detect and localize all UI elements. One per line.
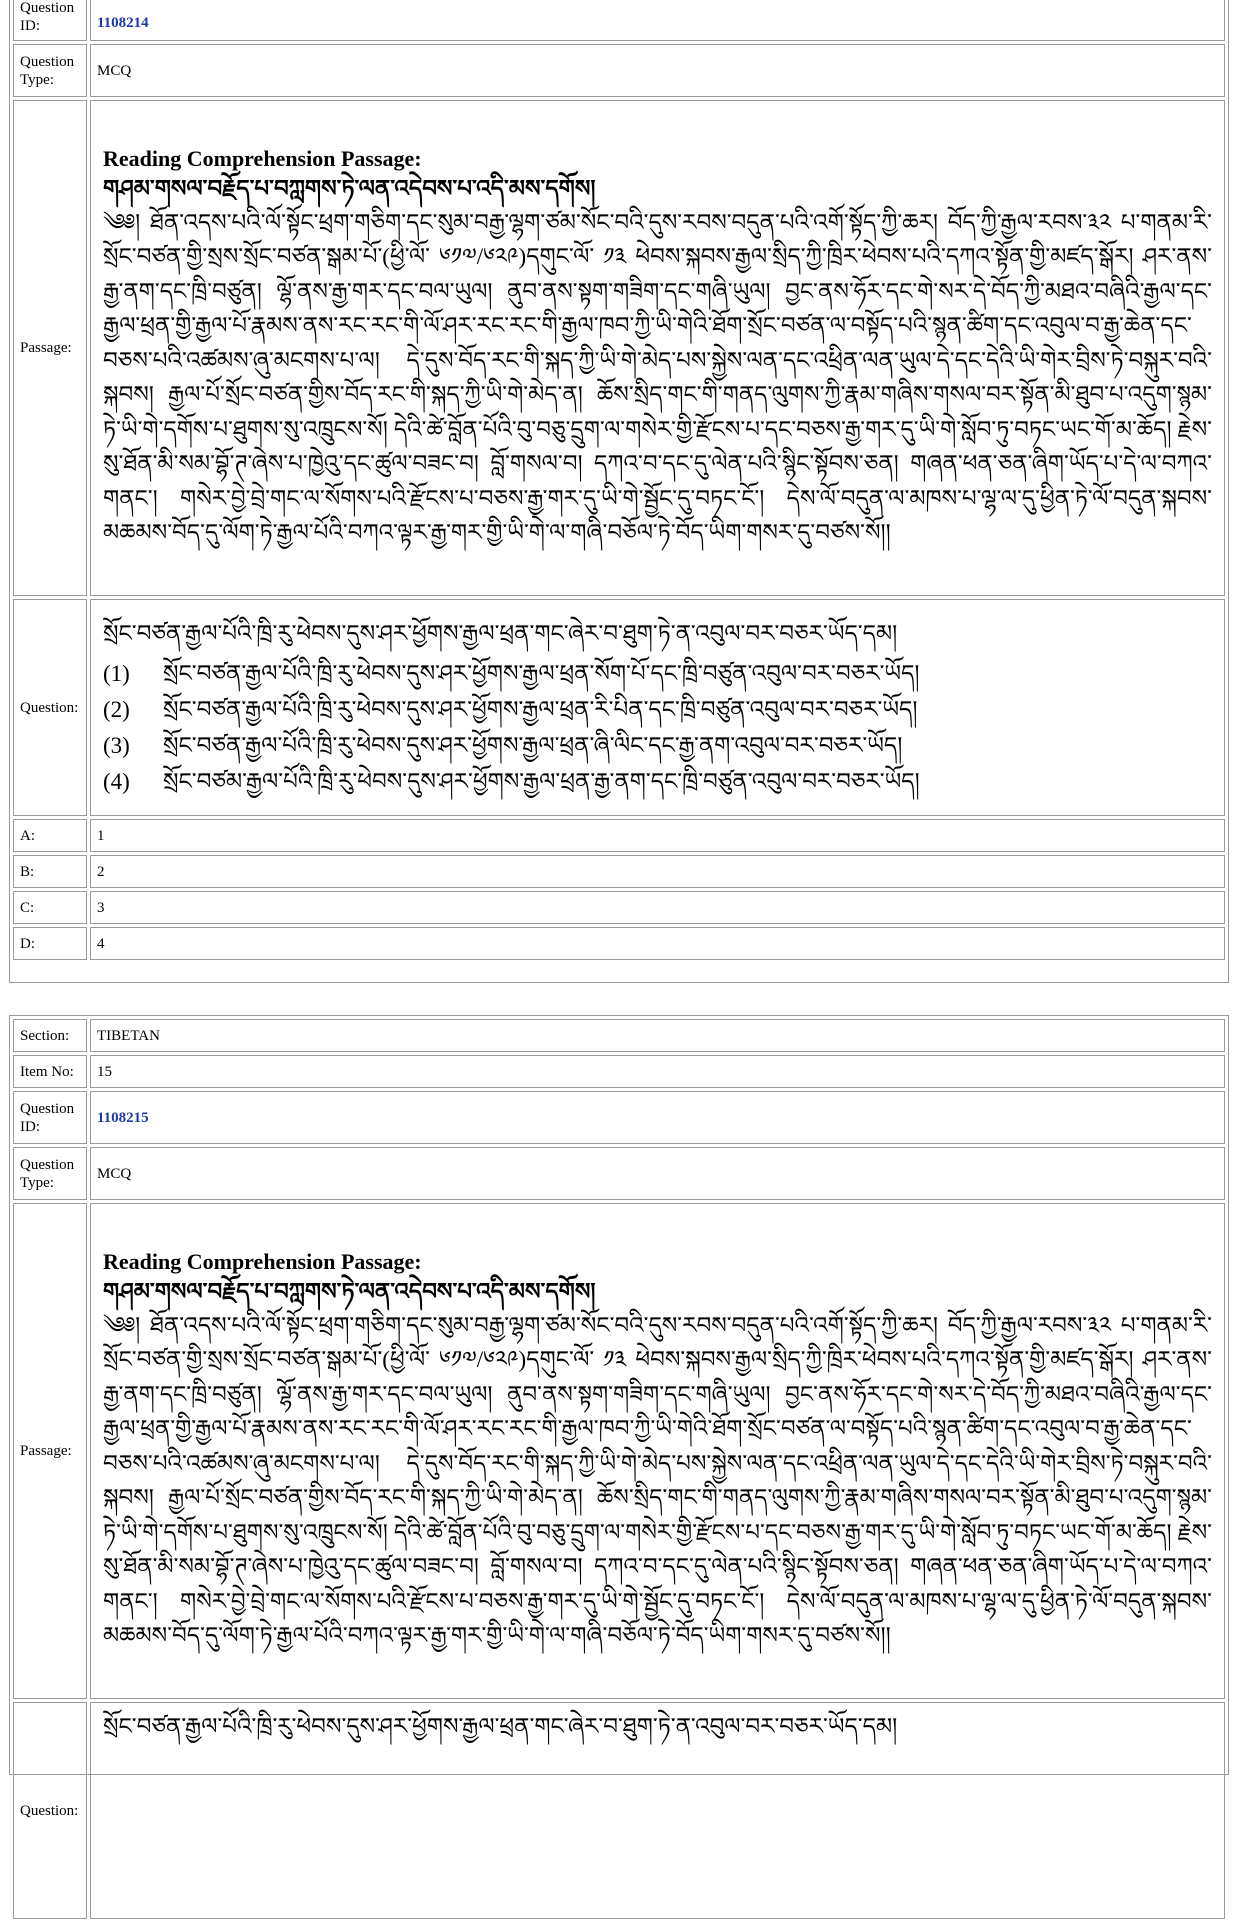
question-table-2 [10,1016,1228,1922]
question-id-label: Question ID: [13,0,87,41]
question-type-row [13,44,1225,97]
question-label-2: Question: [13,1702,87,1919]
passage-row-2 [13,1203,1225,1699]
answer-row-a [13,819,1225,852]
item-no-label: Item No: [13,1055,87,1088]
question-type-value: MCQ [90,44,1225,97]
option-3[interactable] [103,728,1212,764]
question-stem-2: སྲོང་བཙན་རྒྱལ་པོའི་ཁྲི་རུ་ཕེབས་དུས་ཤར་ཕྱོགས་རྒྱལ་ཕྲན་གང་ཞེར་བ་ཐུག་ཏེ་ན་འབུལ་བར་བཅར་ཡོད་དམ། [103,1714,898,1739]
option-1-number: (1) [103,660,130,686]
question-type-row-2 [13,1147,1225,1200]
section-label: Section: [13,1019,87,1052]
question-table-1 [10,0,1228,963]
question-type-value-2: MCQ [90,1147,1225,1200]
passage-label-2: Passage: [13,1203,87,1699]
option-4-number: (4) [103,768,130,794]
option-3-number: (3) [103,732,130,758]
option-2[interactable] [103,692,1212,728]
answer-c-label: C: [13,891,87,924]
answer-row-d [13,927,1225,960]
option-1[interactable] [103,656,1212,692]
answer-row-b [13,855,1225,888]
question-id-value[interactable]: 1108214 [97,14,149,31]
question-id-row [13,0,1225,41]
question-block-2 [9,1015,1229,1819]
answer-a-label: A: [13,819,87,852]
answer-d-value: 4 [90,927,1225,960]
option-3-text: སྲོང་བཙན་རྒྱལ་པོའི་ཁྲི་རུ་ཕེབས་དུས་ཤར་ཕྱོགས་རྒྱལ་ཕྲན་ཞི་ལིང་དང་རྒྱ་ནག་འབུལ་བར་བཅར་ཡོད། [163,732,903,758]
question-stem: སྲོང་བཙན་རྒྱལ་པོའི་ཁྲི་རུ་ཕེབས་དུས་ཤར་ཕྱོགས་རྒྱལ་ཕྲན་གང་ཞེར་བ་ཐུག་ཏེ་ན་འབུལ་བར་བཅར་ཡོད་དམ། [103,620,898,646]
passage-text-2: ༄༅། ཐོན་འདས་པའི་ལོ་སྟོང་ཕྲག་གཅིག་དང་སུམ་བརྒྱ་ལྷག་ཙམ་སོང་བའི་དུས་རབས་བདུན་པའི་འགོ་སྟོད་ཀྱི་ཆར། བོད་ཀྱི་རྒྱལ་རབས་༣༢ པ་གནམ་རི་སྲོང་བཙན་གྱི་སྲས་སྲོང་བཙན་སྒམ་པོ་(ཕྱི་ལོ་ ༦༡༧/༦༢༩)དགུང་ལོ་ ༡༣ ཕེབས་སྐབས་རྒྱལ་སྲིད་ཀྱི་ཁྲིར་ཕེབས་པའི་དཀའ་སྟོན་གྱི་མཛད་སྒོར། ཤར་ནས་རྒྱ་ནག་དང་ཁྲི་བཙུན། ལྷོ་ནས་རྒྱ་གར་དང་བལ་ཡུལ། ནུབ་ནས་སྟག་གཟིག་དང་གཞི་ཡུལ། བྱང་ནས་ཧོར་དང་གེ་སར་དེ་བོད་ཀྱི་མཐའ་བཞིའི་རྒྱལ་དང་རྒྱལ་ཕྲན་གྱི་རྒྱལ་པོ་རྣམས་ནས་རང་རང་གི་ལོ་ཤར་རང་རང་གི་རྒྱལ་ཁབ་ཀྱི་ཡི་གེའི་ཐོག་སྲོང་བཙན་ལ་བསྟོད་པའི་སྙན་ཚིག་དང་འབུལ་བ་རྒྱ་ཆེན་དང་བཅས་པའི་འཚམས་ཞུ་མངགས་པ་ལ། དེ་དུས་བོད་རང་གི་སྐད་ཀྱི་ཡི་གེ་མེད་པས་སྐྱེས་ལན་དང་འཕྲིན་ལན་ཡུལ་དེ་དང་དེའི་ཡི་གེར་བྲིས་ཏེ་བསྐུར་བའི་སྐབས། རྒྱལ་པོ་སྲོང་བཙན་གྱིས་བོད་རང་གི་སྐད་ཀྱི་ཡི་གེ་མེད་ན། ཆོས་སྲིད་གང་གི་གནད་ལུགས་ཀྱི་རྣམ་གཞིས་གསལ་བར་སྟོན་མི་ཐུབ་པ་འདུག་སྙམ་ཏེ་ཡི་གེ་དགོས་པ་ཐུགས་སུ་འཁྲུངས་སོ། དེའི་ཚེ་བློན་པོའི་བུ་བཅུ་དྲུག་ལ་གསེར་གྱི་རྫོངས་པ་དང་བཅས་རྒྱ་གར་དུ་ཡི་གེ་སློབ་ཏུ་བཏང་ཡང་གོ་མ་ཆོད། རྗེས་སུ་ཐོན་མི་སམ་བྷོ་ཊ་ཞེས་པ་ཁྱེའུ་དང་ཚུལ་བཟང་བ། བློ་གསལ་བ། དཀའ་བ་དང་དུ་ལེན་པའི་སྙིང་སྟོབས་ཅན། གཞན་ཕན་ཅན་ཞིག་ཡོད་པ་དེ་ལ་བཀའ་གནང་། གསེར་བྱེ་བྲེ་གང་ལ་སོགས་པའི་རྫོངས་པ་བཅས་རྒྱ་གར་དུ་ཡི་གེ་སྦྱོང་དུ་བཏང་ངོ་། དེས་ལོ་བདུན་ལ་མཁས་པ་ལྷ་ལ་དུ་ཕྱིན་ཏེ་ལོ་བདུན་སྐབས་མཆམས་བོད་དུ་ལོག་ཏེ་རྒྱལ་པོའི་བཀའ་ལྟར་རྒྱ་གར་གྱི་ཡི་གེ་ལ་གཞི་བཅོལ་ཏེ་བོད་ཡིག་གསར་དུ་བཙས་སོ།། [103,1312,1212,1648]
passage-title-2: Reading Comprehension Passage: [103,1248,422,1274]
passage-label: Passage: [13,100,87,596]
answer-row-c [13,891,1225,924]
answer-c-value: 3 [90,891,1225,924]
answer-d-label: D: [13,927,87,960]
question-label: Question: [13,599,87,816]
option-4-text: སྲོང་བཙམ་རྒྱལ་པོའི་ཁྲི་རུ་ཕེབས་དུས་ཤར་ཕྱོགས་རྒྱལ་ཕྲན་རྒྱ་ནག་དང་ཁྲི་བཙུན་འབུལ་བར་བཅར་ཡོད། [163,768,920,794]
passage-heading: གཤམ་གསལ་བརྗོད་པ་བཀླགས་ཏེ་ལན་འདེབས་པ་འདི་མས་དགོས། [103,175,596,201]
question-id-label-2: Question ID: [13,1091,87,1144]
question-id-value-2[interactable]: 1108215 [97,1109,149,1126]
question-type-label: Question Type: [13,44,87,97]
question-type-label-2: Question Type: [13,1147,87,1200]
question-id-row-2 [13,1091,1225,1144]
option-2-text: སྲོང་བཙན་རྒྱལ་པོའི་ཁྲི་རུ་ཕེབས་དུས་ཤར་ཕྱོགས་རྒྱལ་ཕྲན་རི་པིན་དང་ཁྲི་བཙུན་འབུལ་བར་བཅར་ཡོད། [163,696,918,722]
option-2-number: (2) [103,696,130,722]
answer-a-value: 1 [90,819,1225,852]
item-no-value: 15 [90,1055,1225,1088]
item-no-row [13,1055,1225,1088]
passage-heading-2: གཤམ་གསལ་བརྗོད་པ་བཀླགས་ཏེ་ལན་འདེབས་པ་འདི་མས་དགོས། [103,1278,596,1304]
answer-b-label: B: [13,855,87,888]
option-1-text: སྲོང་བཙན་རྒྱལ་པོའི་ཁྲི་རུ་ཕེབས་དུས་ཤར་ཕྱོགས་རྒྱལ་ཕྲན་སོག་པོ་དང་ཁྲི་བཙུན་འབུལ་བར་བཅར་ཡོད། [163,660,920,686]
answer-b-value: 2 [90,855,1225,888]
section-value: TIBETAN [90,1019,1225,1052]
passage-content [91,140,1224,557]
passage-row [13,100,1225,596]
question-row [13,599,1225,816]
passage-text: ༄༅། ཐོན་འདས་པའི་ལོ་སྟོང་ཕྲག་གཅིག་དང་སུམ་བརྒྱ་ལྷག་ཙམ་སོང་བའི་དུས་རབས་བདུན་པའི་འགོ་སྟོད་ཀྱི་ཆར། བོད་ཀྱི་རྒྱལ་རབས་༣༢ པ་གནམ་རི་སྲོང་བཙན་གྱི་སྲས་སྲོང་བཙན་སྒམ་པོ་(ཕྱི་ལོ་ ༦༡༧/༦༢༩)དགུང་ལོ་ ༡༣ ཕེབས་སྐབས་རྒྱལ་སྲིད་ཀྱི་ཁྲིར་ཕེབས་པའི་དཀའ་སྟོན་གྱི་མཛད་སྒོར། ཤར་ནས་རྒྱ་ནག་དང་ཁྲི་བཙུན། ལྷོ་ནས་རྒྱ་གར་དང་བལ་ཡུལ། ནུབ་ནས་སྟག་གཟིག་དང་གཞི་ཡུལ། བྱང་ནས་ཧོར་དང་གེ་སར་དེ་བོད་ཀྱི་མཐའ་བཞིའི་རྒྱལ་དང་རྒྱལ་ཕྲན་གྱི་རྒྱལ་པོ་རྣམས་ནས་རང་རང་གི་ལོ་ཤར་རང་རང་གི་རྒྱལ་ཁབ་ཀྱི་ཡི་གེའི་ཐོག་སྲོང་བཙན་ལ་བསྟོད་པའི་སྙན་ཚིག་དང་འབུལ་བ་རྒྱ་ཆེན་དང་བཅས་པའི་འཚམས་ཞུ་མངགས་པ་ལ། དེ་དུས་བོད་རང་གི་སྐད་ཀྱི་ཡི་གེ་མེད་པས་སྐྱེས་ལན་དང་འཕྲིན་ལན་ཡུལ་དེ་དང་དེའི་ཡི་གེར་བྲིས་ཏེ་བསྐུར་བའི་སྐབས། རྒྱལ་པོ་སྲོང་བཙན་གྱིས་བོད་རང་གི་སྐད་ཀྱི་ཡི་གེ་མེད་ན། ཆོས་སྲིད་གང་གི་གནད་ལུགས་ཀྱི་རྣམ་གཞིས་གསལ་བར་སྟོན་མི་ཐུབ་པ་འདུག་སྙམ་ཏེ་ཡི་གེ་དགོས་པ་ཐུགས་སུ་འཁྲུངས་སོ། དེའི་ཚེ་བློན་པོའི་བུ་བཅུ་དྲུག་ལ་གསེར་གྱི་རྫོངས་པ་དང་བཅས་རྒྱ་གར་དུ་ཡི་གེ་སློབ་ཏུ་བཏང་ཡང་གོ་མ་ཆོད། རྗེས་སུ་ཐོན་མི་སམ་བྷོ་ཊ་ཞེས་པ་ཁྱེའུ་དང་ཚུལ་བཟང་བ། བློ་གསལ་བ། དཀའ་བ་དང་དུ་ལེན་པའི་སྙིང་སྟོབས་ཅན། གཞན་ཕན་ཅན་ཞིག་ཡོད་པ་དེ་ལ་བཀའ་གནང་། གསེར་བྱེ་བྲེ་གང་ལ་སོགས་པའི་རྫོངས་པ་བཅས་རྒྱ་གར་དུ་ཡི་གེ་སྦྱོང་དུ་བཏང་ངོ་། དེས་ལོ་བདུན་ལ་མཁས་པ་ལྷ་ལ་དུ་ཕྱིན་ཏེ་ལོ་བདུན་སྐབས་མཆམས་བོད་དུ་ལོག་ཏེ་རྒྱལ་པོའི་བཀའ་ལྟར་རྒྱ་གར་གྱི་ཡི་གེ་ལ་གཞི་བཅོལ་ཏེ་བོད་ཡིག་གསར་དུ་བཙས་སོ།། [103,209,1212,545]
passage-title: Reading Comprehension Passage: [103,145,422,171]
option-4[interactable] [103,764,1212,800]
question-block-1 [9,0,1229,983]
question-row-2 [13,1702,1225,1919]
section-row [13,1019,1225,1052]
passage-content-2 [91,1243,1224,1660]
